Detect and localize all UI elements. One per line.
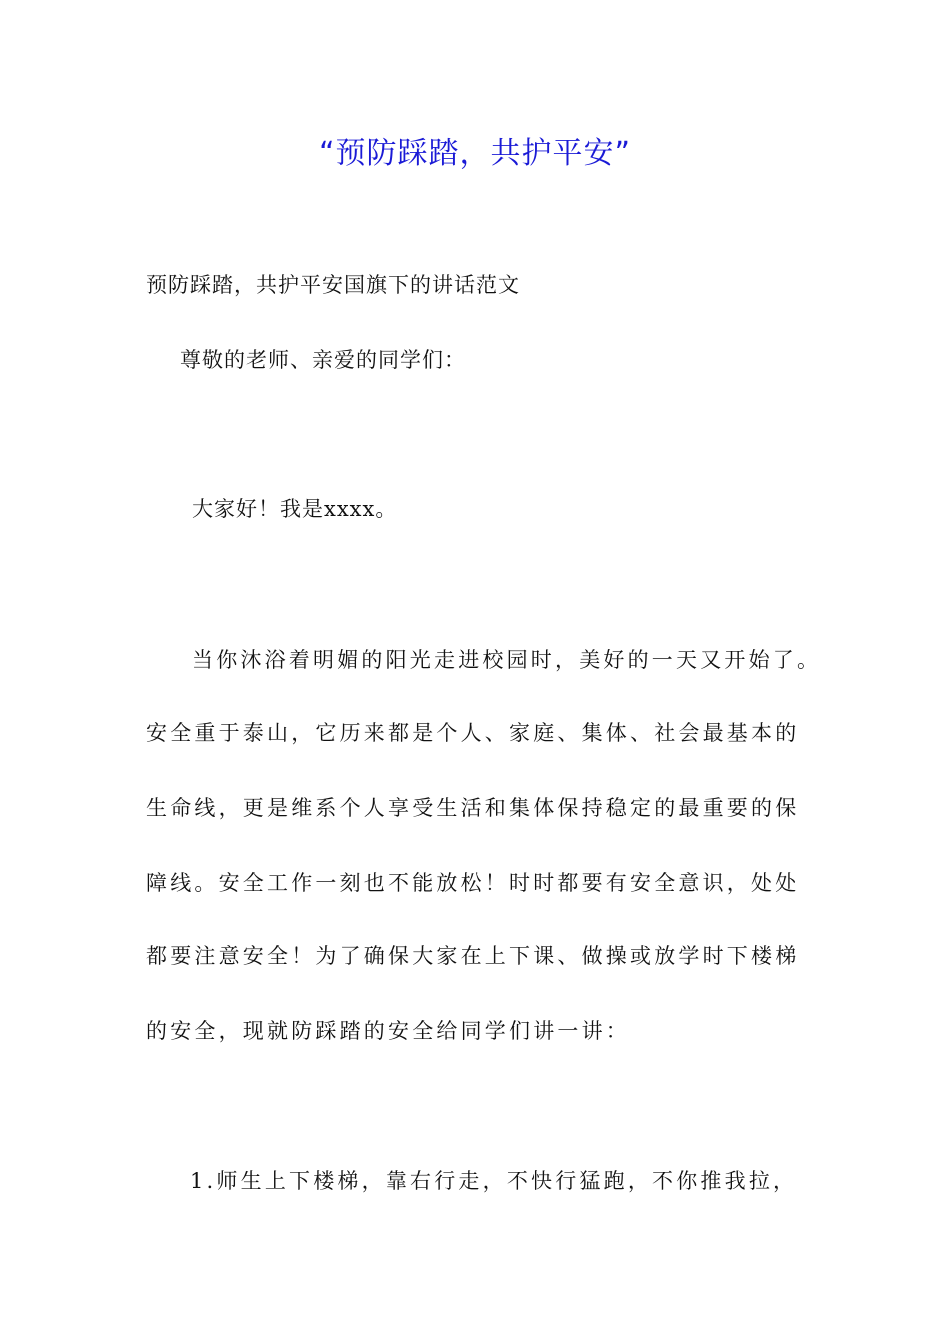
body-line: 生命线，更是维系个人享受生活和集体保持稳定的最重要的保 (146, 796, 800, 820)
body-line: 都要注意安全！为了确保大家在上下课、做操或放学时下楼梯 (146, 944, 800, 968)
body-line: 当你沐浴着明媚的阳光走进校园时，美好的一天又开始了。 (192, 648, 822, 672)
intro-paragraph: 大家好！我是xxxx。 (192, 497, 398, 521)
body-line: 的安全，现就防踩踏的安全给同学们讲一讲： (146, 1019, 630, 1043)
body-line: 障线。安全工作一刻也不能放松！时时都要有安全意识，处处 (146, 871, 800, 895)
document-subtitle: 预防踩踏，共护平安国旗下的讲话范文 (146, 273, 520, 297)
body-line: 安全重于泰山，它历来都是个人、家庭、集体、社会最基本的 (146, 721, 800, 745)
page-title: “预防踩踏，共护平安” (318, 136, 632, 171)
greeting-paragraph: 尊敬的老师、亲爱的同学们： (180, 348, 466, 372)
rule-item-1: 1.师生上下楼梯，靠右行走，不快行猛跑，不你推我拉， (190, 1169, 798, 1193)
